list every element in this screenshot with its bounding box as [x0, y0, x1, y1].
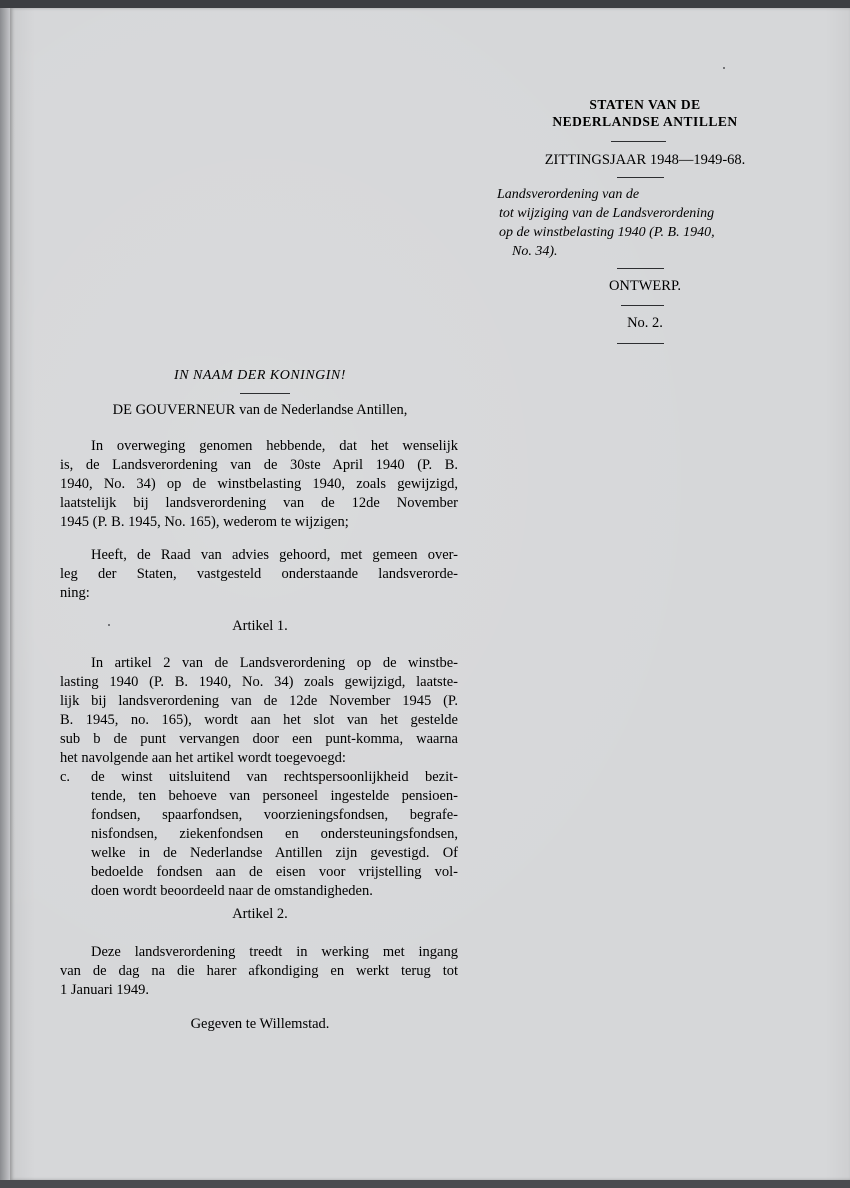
paragraph-line: leg der Staten, vastgesteld onderstaande landsverorde-: [60, 566, 458, 582]
paper-speck: [108, 624, 110, 626]
document-subject: [497, 185, 797, 261]
paragraph-line: B. 1945, no. 165), wordt aan het slot van het gestelde: [60, 712, 458, 728]
subject-line: op de winstbelasting 1940 (P. B. 1940,: [499, 225, 715, 240]
given-at-line: Gegeven te Willemstad.: [190, 1016, 330, 1032]
draft-number: No. 2.: [627, 315, 663, 331]
article-2-heading: Artikel 2.: [232, 906, 288, 922]
header-divider: [611, 141, 666, 142]
subject-line: Landsverordening van de: [497, 187, 640, 202]
paragraph-line: het navolgende aan het artikel wordt toegevoegd:: [60, 750, 346, 766]
paragraph-line: is, de Landsverordening van de 30ste April 1940 (P. B.: [60, 457, 458, 473]
body-divider: [240, 393, 290, 394]
header-divider: [617, 177, 664, 178]
paragraph-line: In artikel 2 van de Landsverordening op de winstbe-: [91, 655, 458, 671]
paragraph-line: laatstelijk bij landsverordening van de 12de November: [60, 495, 458, 511]
item-line: tende, ten behoeve van personeel ingestelde pensioen-: [91, 788, 458, 804]
paragraph-line: 1940, No. 34) op de winstbelasting 1940, zoals gewijzigd,: [60, 476, 458, 492]
paragraph-line: lijk bij landsverordening van de 12de November 1945 (P.: [60, 693, 458, 709]
item-line: welke in de Nederlandse Antillen zijn gevestigd. Of: [91, 845, 458, 861]
title-line-1: STATEN VAN DE: [589, 97, 701, 112]
item-text: [91, 768, 458, 901]
considering-paragraph: [60, 437, 458, 532]
scan-top-edge: [0, 0, 850, 8]
article-1-heading: Artikel 1.: [232, 618, 288, 634]
item-marker: c.: [60, 769, 71, 785]
paragraph-line: 1945 (P. B. 1945, No. 165), wederom te wijzigen;: [60, 514, 349, 530]
enacting-paragraph: [60, 546, 458, 603]
item-line: doen wordt beoordeeld naar de omstandigheden.: [91, 883, 373, 899]
paragraph-line: In overweging genomen hebbende, dat het wenselijk: [91, 438, 458, 454]
subject-line: tot wijziging van de Landsverordening: [499, 206, 715, 221]
header-divider: [617, 343, 664, 344]
paragraph-line: 1 Januari 1949.: [60, 982, 149, 998]
paper-speck: [723, 67, 725, 69]
draft-label: ONTWERP.: [608, 278, 682, 294]
paragraph-line: ning:: [60, 585, 90, 601]
article-1-paragraph: [60, 654, 458, 768]
scan-bottom-edge: [0, 1180, 850, 1188]
scan-left-edge: [0, 8, 10, 1180]
item-line: bedoelde fondsen aan de eisen voor vrijstelling vol-: [91, 864, 458, 880]
paragraph-line: Deze landsverordening treedt in werking met ingang: [91, 944, 458, 960]
document-title: [495, 96, 795, 130]
header-divider: [617, 268, 664, 269]
subject-line: No. 34).: [512, 244, 558, 259]
paragraph-line: Heeft, de Raad van advies gehoord, met gemeen over-: [91, 547, 458, 563]
title-line-2: NEDERLANDSE ANTILLEN: [552, 114, 738, 129]
paragraph-line: sub b de punt vervangen door een punt-komma, waarna: [60, 731, 458, 747]
article-2-paragraph: [60, 943, 458, 1000]
item-line: nisfondsen, ziekenfondsen en ondersteuningsfondsen,: [91, 826, 458, 842]
item-line: fondsen, spaarfondsen, voorzieningsfondsen, begrafe-: [91, 807, 458, 823]
header-divider: [621, 305, 664, 306]
governor-line: DE GOUVERNEUR van de Nederlandse Antillen,: [112, 402, 408, 418]
paragraph-line: van de dag na die harer afkondiging en werkt terug tot: [60, 963, 458, 979]
paragraph-line: lasting 1940 (P. B. 1940, No. 34) zoals gewijzigd, laatste-: [60, 674, 458, 690]
session-year: ZITTINGSJAAR 1948—1949-68.: [544, 152, 746, 168]
item-line: de winst uitsluitend van rechtspersoonlijkheid bezit-: [91, 769, 458, 785]
royal-formula: IN NAAM DER KONINGIN!: [174, 368, 346, 383]
